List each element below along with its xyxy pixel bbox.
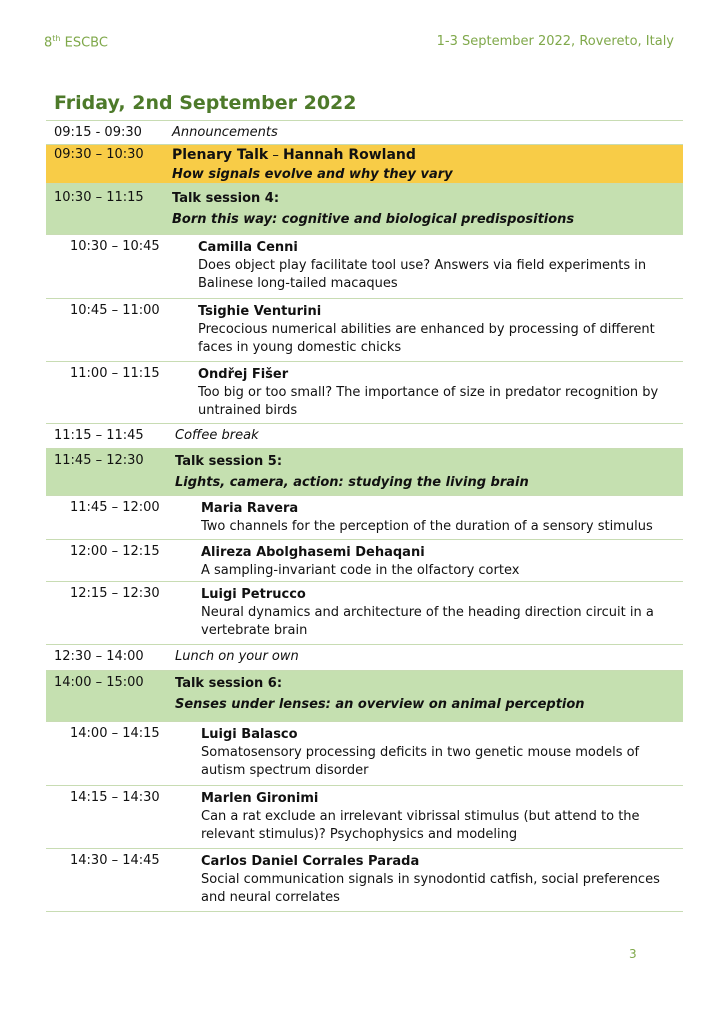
talk-speaker: Carlos Daniel Corrales Parada <box>201 854 420 869</box>
row-time: 10:30 – 11:15 <box>54 190 144 205</box>
row-label: Lunch on your own <box>175 649 299 664</box>
talk-row <box>46 786 683 849</box>
talk-time: 11:45 – 12:00 <box>70 500 160 515</box>
plenary-dash: – <box>268 148 283 163</box>
day-title: Friday, 2nd September 2022 <box>54 92 357 114</box>
header-date-location: 1-3 September 2022, Rovereto, Italy <box>436 34 674 49</box>
session-label: Talk session 4: <box>172 191 280 206</box>
talk-title: Can a rat exclude an irrelevant vibrissal stimulus (but attend to the relevant stimulus)? Psychophysics and modeling <box>201 809 640 842</box>
session-label: Talk session 5: <box>175 454 283 469</box>
row-time: 09:15 - 09:30 <box>54 125 142 140</box>
session-4-header <box>46 184 683 235</box>
talk-time: 12:00 – 12:15 <box>70 544 160 559</box>
row-time: 12:30 – 14:00 <box>54 649 144 664</box>
talk-row <box>46 582 683 645</box>
plenary-title: How signals evolve and why they vary <box>172 167 453 182</box>
row-time: 11:15 – 11:45 <box>54 428 144 443</box>
header-conference-acronym: ESCBC <box>64 35 108 51</box>
talk-speaker: Tsighie Venturini <box>198 304 322 319</box>
talk-speaker: Luigi Petrucco <box>201 587 306 602</box>
session-title: Lights, camera, action: studying the living brain <box>175 475 529 490</box>
plenary-heading <box>172 146 679 165</box>
talk-row <box>46 299 683 362</box>
talk-title: Precocious numerical abilities are enhanced by processing of different faces in young domestic chicks <box>198 322 655 355</box>
plenary-prefix: Plenary Talk <box>172 147 269 163</box>
header-edition-number: 8 <box>44 35 53 51</box>
talk-title: Too big or too small? The importance of size in predator recognition by untrained birds <box>198 385 659 418</box>
session-5-header <box>46 449 683 496</box>
talk-title: Social communication signals in synodontid catfish, social preferences and neural correlates <box>201 872 660 905</box>
plenary-speaker: Hannah Rowland <box>282 147 416 163</box>
header-conference-name <box>44 34 108 50</box>
talk-time: 10:30 – 10:45 <box>70 239 160 254</box>
talk-time: 11:00 – 11:15 <box>70 366 160 381</box>
talk-title: Neural dynamics and architecture of the heading direction circuit in a vertebrate brain <box>201 605 654 638</box>
talk-title: Somatosensory processing deficits in two genetic mouse models of autism spectrum disorder <box>201 745 640 778</box>
talk-speaker: Luigi Balasco <box>201 727 298 742</box>
row-label: Coffee break <box>175 428 259 443</box>
row-label: Announcements <box>172 125 278 140</box>
talk-row <box>46 235 683 299</box>
talk-row <box>46 722 683 786</box>
schedule-table <box>46 120 683 912</box>
session-title: Born this way: cognitive and biological predispositions <box>172 212 575 227</box>
session-label: Talk session 6: <box>175 676 283 691</box>
schedule-row-coffee-break <box>46 424 683 449</box>
talk-title: Two channels for the perception of the duration of a sensory stimulus <box>201 519 653 534</box>
page-number: 3 <box>629 947 637 961</box>
schedule-row-plenary <box>46 145 683 184</box>
talk-title: Does object play facilitate tool use? Answers via field experiments in Balinese long-tailed macaques <box>198 258 647 291</box>
talk-time: 14:00 – 14:15 <box>70 726 160 741</box>
session-title: Senses under lenses: an overview on animal perception <box>175 697 585 712</box>
talk-speaker: Maria Ravera <box>201 501 299 516</box>
schedule-row-lunch <box>46 645 683 671</box>
talk-row <box>46 362 683 424</box>
talk-speaker: Alireza Abolghasemi Dehaqani <box>201 545 425 560</box>
row-time: 09:30 – 10:30 <box>54 147 144 162</box>
talk-time: 12:15 – 12:30 <box>70 586 160 601</box>
talk-row <box>46 540 683 582</box>
talk-time: 10:45 – 11:00 <box>70 303 160 318</box>
talk-row <box>46 496 683 540</box>
row-time: 11:45 – 12:30 <box>54 453 144 468</box>
talk-speaker: Camilla Cenni <box>198 240 298 255</box>
talk-speaker: Ondřej Fišer <box>198 367 289 382</box>
talk-time: 14:30 – 14:45 <box>70 853 160 868</box>
talk-time: 14:15 – 14:30 <box>70 790 160 805</box>
schedule-row-announcements <box>46 120 683 145</box>
row-time: 14:00 – 15:00 <box>54 675 144 690</box>
session-6-header <box>46 671 683 722</box>
talk-title: A sampling-invariant code in the olfactory cortex <box>201 563 520 578</box>
header-edition-suffix: th <box>52 34 61 43</box>
talk-row <box>46 849 683 912</box>
talk-speaker: Marlen Gironimi <box>201 791 319 806</box>
